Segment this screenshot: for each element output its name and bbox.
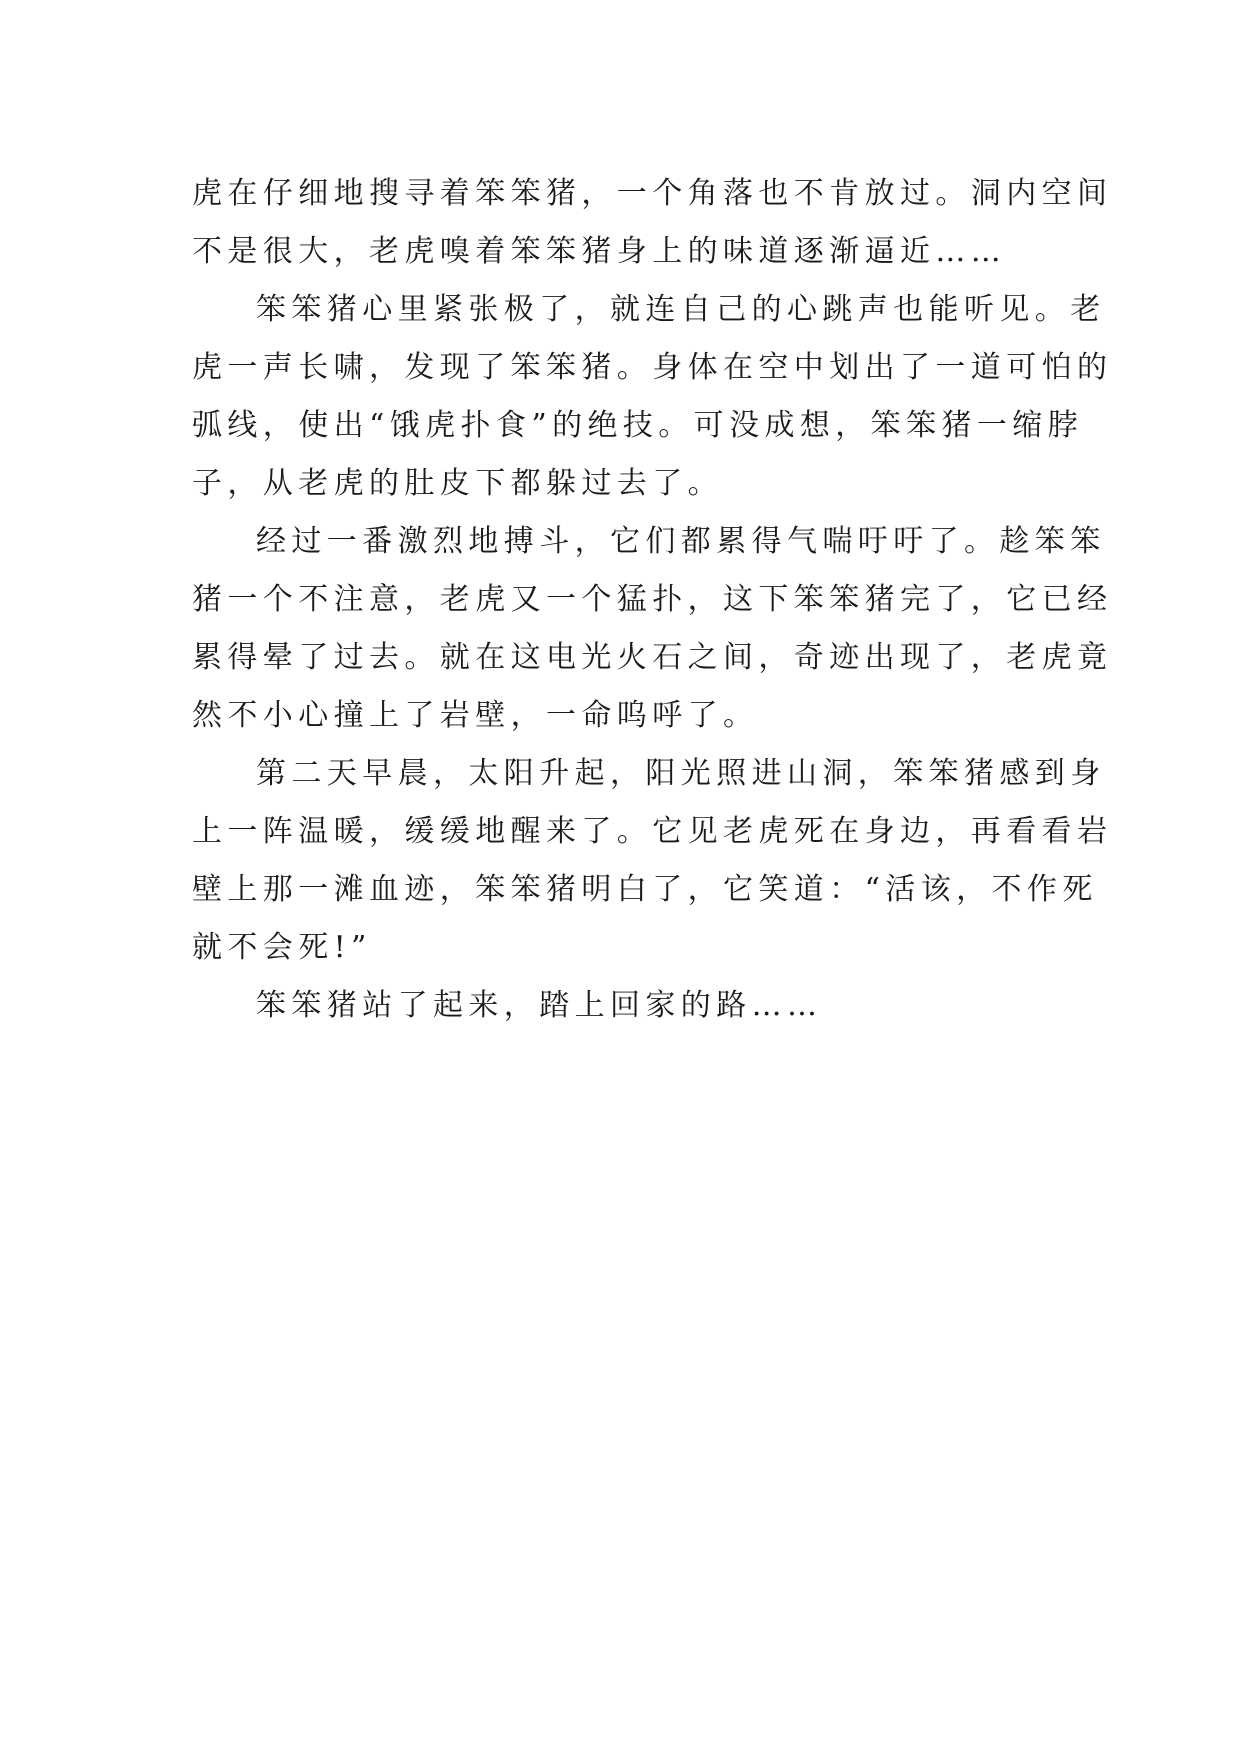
text-line: 子，从老虎的肚皮下都躲过去了。 — [192, 466, 723, 501]
text-line: 然不小心撞上了岩壁，一命呜呼了。 — [192, 698, 759, 733]
text-line: 上一阵温暖，缓缓地醒来了。它见老虎死在身边，再看看岩 — [192, 814, 1113, 849]
text-line: 弧线，使出“饿虎扑食”的绝技。可没成想，笨笨猪一缩脖 — [192, 408, 1084, 443]
text-line: 就不会死!” — [192, 930, 372, 965]
paragraph-start-line: 笨笨猪站了起来，踏上回家的路…… — [256, 988, 823, 1023]
text-line: 虎在仔细地搜寻着笨笨猪，一个角落也不肯放过。洞内空间 — [192, 176, 1113, 211]
text-line: 猪一个不注意，老虎又一个猛扑，这下笨笨猪完了，它已经 — [192, 582, 1113, 617]
paragraph-start-line: 经过一番激烈地搏斗，它们都累得气喘吁吁了。趁笨笨 — [256, 524, 1106, 559]
text-line: 累得晕了过去。就在这电光火石之间，奇迹出现了，老虎竟 — [192, 640, 1113, 675]
paragraph-start-line: 第二天早晨，太阳升起，阳光照进山洞，笨笨猪感到身 — [256, 756, 1106, 791]
paragraph-start-line: 笨笨猪心里紧张极了，就连自己的心跳声也能听见。老 — [256, 292, 1106, 327]
text-line: 不是很大，老虎嗅着笨笨猪身上的味道逐渐逼近…… — [192, 234, 1007, 269]
text-line: 壁上那一滩血迹，笨笨猪明白了，它笑道：“活该，不作死 — [192, 872, 1098, 907]
text-line: 虎一声长啸，发现了笨笨猪。身体在空中划出了一道可怕的 — [192, 350, 1113, 385]
